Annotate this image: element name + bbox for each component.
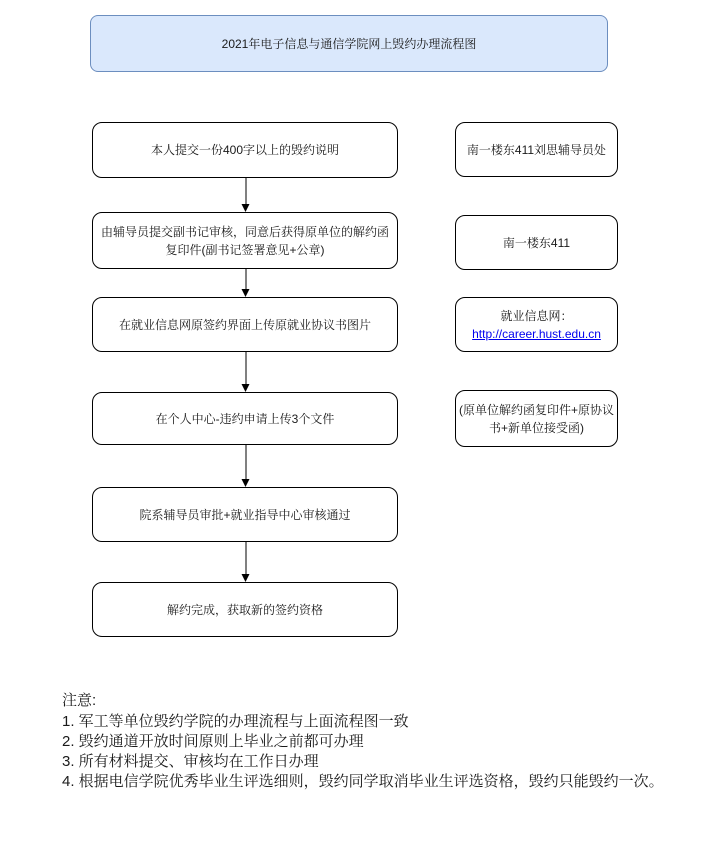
flow-step-3-label: 在就业信息网原签约界面上传原就业协议书图片 <box>118 317 371 332</box>
notes-section <box>62 691 707 792</box>
flow-step-3 <box>92 297 398 352</box>
flow-step-2-label: 由辅导员提交副书记审核，同意后获得原单位的解约函复印件(副书记签署意见+公章) <box>100 224 389 257</box>
arrow-down-icon <box>240 542 251 582</box>
arrow-head <box>241 204 249 212</box>
arrow-head <box>241 384 249 392</box>
arrow-down-icon <box>240 178 251 212</box>
arrow-head <box>241 574 249 582</box>
side-note-2-label: 南一楼东411 <box>502 235 571 250</box>
note-item-1: 1. 军工等单位毁约学院的办理流程与上面流程图一致 <box>62 713 409 730</box>
side-note-1-label: 南一楼东411刘思辅导员处 <box>466 142 607 157</box>
flowchart-title: 2021年电子信息与通信学院网上毁约办理流程图 <box>221 37 477 51</box>
flow-step-6 <box>92 582 398 637</box>
career-site-label: 就业信息网： <box>500 308 573 323</box>
note-item-3: 3. 所有材料提交、审核均在工作日办理 <box>62 753 319 770</box>
flow-step-1-label: 本人提交一份400字以上的毁约说明 <box>150 143 340 157</box>
side-note-location-counselor <box>455 122 618 177</box>
side-note-4-label: (原单位解约函复印件+原协议书+新单位接受函) <box>458 402 614 435</box>
flow-step-5-label: 院系辅导员审批+就业指导中心审核通过 <box>139 507 351 522</box>
flow-step-4 <box>92 392 398 445</box>
notes-heading: 注意: <box>62 692 97 709</box>
flowchart-title-box <box>90 15 608 72</box>
arrow-shaft <box>245 178 246 206</box>
career-site-link[interactable]: http://career.hust.edu.cn <box>472 326 601 341</box>
flow-step-5 <box>92 487 398 542</box>
flow-step-1 <box>92 122 398 178</box>
arrow-down-icon <box>240 445 251 487</box>
side-note-required-files <box>455 390 618 447</box>
arrow-shaft <box>245 445 246 481</box>
note-item-2: 2. 毁约通道开放时间原则上毕业之前都可办理 <box>62 733 364 750</box>
arrow-down-icon <box>240 352 251 392</box>
note-item-4: 4. 根据电信学院优秀毕业生评选细则，毁约同学取消毕业生评选资格，毁约只能毁约一次。 <box>62 773 664 790</box>
flow-step-4-label: 在个人中心-违约申请上传3个文件 <box>155 411 335 426</box>
arrow-shaft <box>245 269 246 291</box>
arrow-shaft <box>245 352 246 386</box>
side-note-location <box>455 215 618 270</box>
side-note-career-site <box>455 297 618 352</box>
arrow-head <box>241 479 249 487</box>
arrow-head <box>241 289 249 297</box>
arrow-shaft <box>245 542 246 576</box>
arrow-down-icon <box>240 269 251 297</box>
flow-step-2 <box>92 212 398 269</box>
flow-step-6-label: 解约完成，获取新的签约资格 <box>166 602 323 617</box>
